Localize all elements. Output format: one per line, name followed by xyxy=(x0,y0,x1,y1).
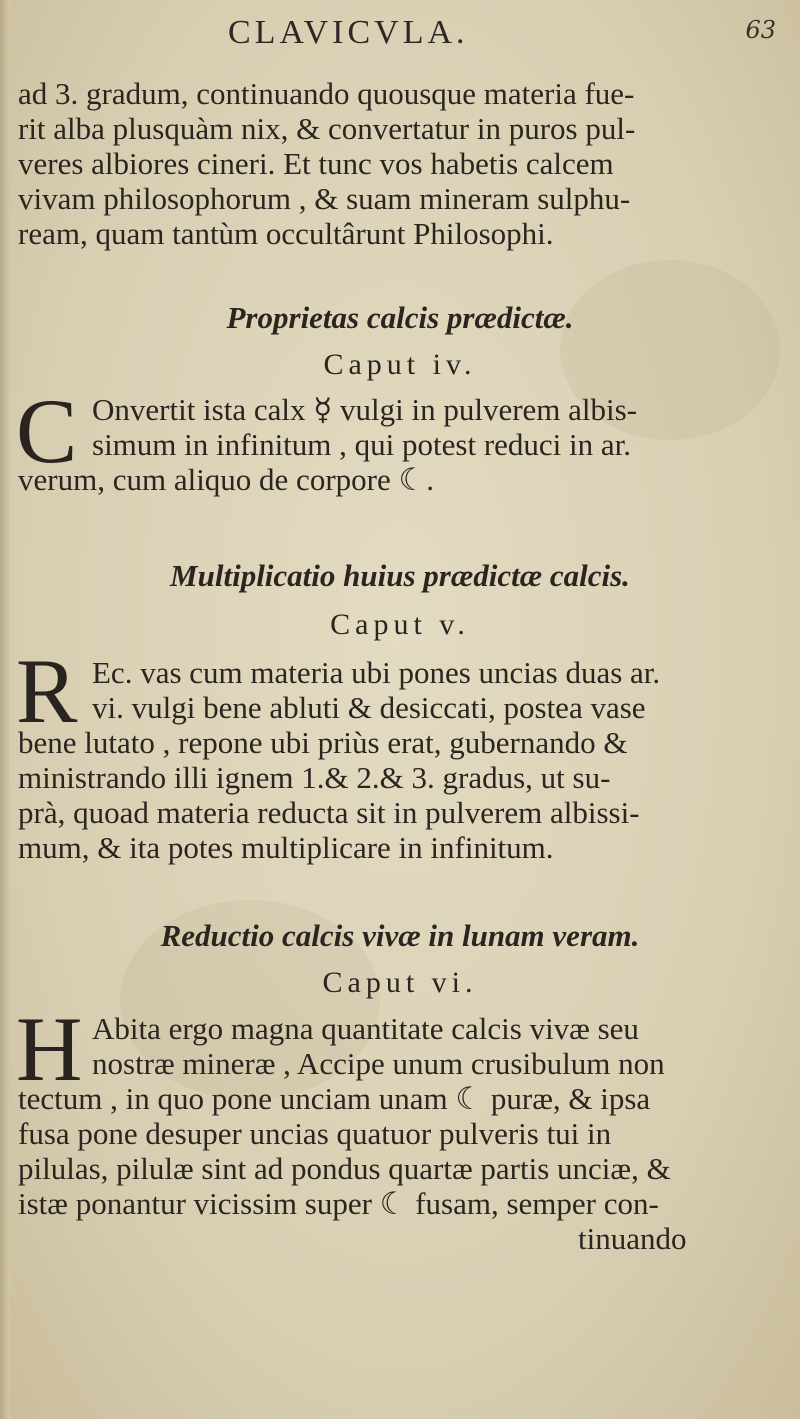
text-line: mum, & ita potes multiplicare in infinitum. xyxy=(18,831,554,865)
chapter-label: Caput v. xyxy=(330,608,470,641)
section-heading: Proprietas calcis prædictæ. xyxy=(226,300,574,335)
catchword: tinuando xyxy=(578,1222,687,1256)
text-line: Onvertit ista calx ☿ vulgi in pulverem albis- xyxy=(92,393,638,427)
text-line: simum in infinitum , qui potest reduci in ar. xyxy=(92,428,632,462)
text-line: verum, cum aliquo de corpore ☾. xyxy=(18,463,435,497)
drop-capital: H xyxy=(16,998,83,1100)
page-number: 63 xyxy=(745,16,776,44)
running-title: CLAVICVLA. xyxy=(228,14,469,51)
text-line: rit alba plusquàm nix, & convertatur in puros pul- xyxy=(18,112,636,146)
page-spine-edge xyxy=(0,0,10,1419)
chapter-label: Caput iv. xyxy=(323,348,477,381)
chapter-label: Caput vi. xyxy=(322,966,478,999)
text-line: ministrando illi ignem 1.& 2.& 3. gradus, ut su- xyxy=(18,761,611,795)
page-header xyxy=(0,6,800,52)
text-line: ream, quam tantùm occultârunt Philosophi. xyxy=(18,217,554,251)
text-line: pilulas, pilulæ sint ad pondus quartæ partis unciæ, & xyxy=(18,1152,671,1186)
text-line: Abita ergo magna quantitate calcis vivæ seu xyxy=(92,1012,639,1046)
text-line: istæ ponantur vicissim super ☾ fusam, semper con- xyxy=(18,1187,659,1221)
text-line: fusa pone desuper uncias quatuor pulveris tui in xyxy=(18,1117,612,1151)
drop-capital: C xyxy=(16,380,78,482)
drop-capital: R xyxy=(16,640,78,742)
section-heading: Multiplicatio huius prædictæ calcis. xyxy=(170,558,630,593)
text-line: nostræ mineræ , Accipe unum crusibulum non xyxy=(92,1047,665,1081)
text-line: veres albiores cineri. Et tunc vos habetis calcem xyxy=(18,147,614,181)
text-line: Ec. vas cum materia ubi pones uncias duas ar. xyxy=(92,656,661,690)
text-line: ad 3. gradum, continuando quousque materia fue- xyxy=(18,77,635,111)
text-line: tectum , in quo pone unciam unam ☾ puræ, & ipsa xyxy=(18,1082,651,1116)
section-heading: Reductio calcis vivæ in lunam veram. xyxy=(160,918,640,953)
text-line: vi. vulgi bene abluti & desiccati, postea vase xyxy=(92,691,646,725)
text-line: prà, quoad materia reducta sit in pulverem albissi- xyxy=(18,796,640,830)
text-line: bene lutato , repone ubi priùs erat, gubernando & xyxy=(18,726,628,760)
text-line: vivam philosophorum , & suam mineram sulphu- xyxy=(18,182,631,216)
